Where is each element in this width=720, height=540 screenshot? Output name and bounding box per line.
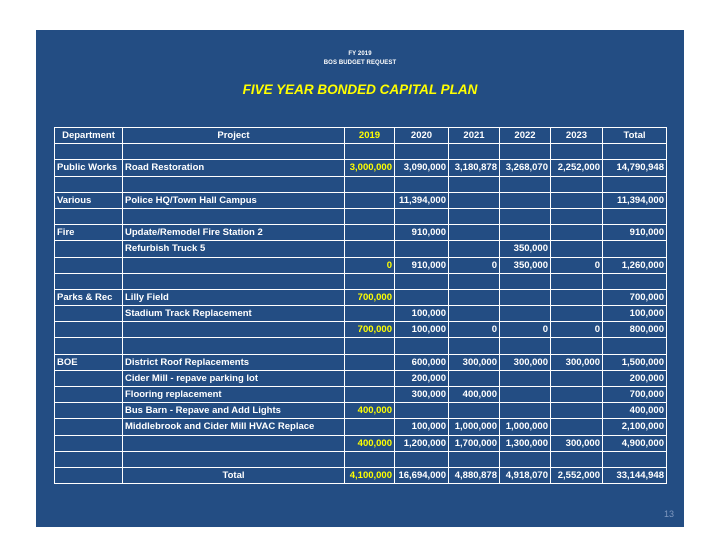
table-row	[55, 403, 667, 419]
cell-department	[55, 144, 123, 160]
cell-y2020	[395, 144, 449, 160]
header-2023: 2023	[551, 128, 603, 144]
cell-department	[55, 451, 123, 467]
cell-y2020	[395, 176, 449, 192]
cell-y2019	[345, 338, 395, 354]
cell-y2023: 0	[551, 257, 603, 273]
cell-y2023	[551, 192, 603, 208]
cell-project	[123, 208, 345, 224]
cell-y2023	[551, 306, 603, 322]
table-body	[55, 144, 667, 484]
cell-project: Lilly Field	[123, 289, 345, 305]
table-row	[55, 257, 667, 273]
cell-y2019	[345, 241, 395, 257]
cell-y2022	[500, 306, 551, 322]
cell-department: BOE	[55, 354, 123, 370]
cell-y2020	[395, 338, 449, 354]
header-department: Department	[55, 128, 123, 144]
cell-total: 2,100,000	[603, 419, 667, 435]
cell-project	[123, 338, 345, 354]
cell-y2019	[345, 354, 395, 370]
cell-department	[55, 387, 123, 403]
cell-total	[603, 241, 667, 257]
cell-y2023	[551, 273, 603, 289]
cell-department	[55, 338, 123, 354]
cell-y2022	[500, 403, 551, 419]
cell-y2021: 400,000	[449, 387, 500, 403]
cell-total: 33,144,948	[603, 467, 667, 483]
header-2019: 2019	[345, 128, 395, 144]
cell-project	[123, 273, 345, 289]
cell-total: 400,000	[603, 403, 667, 419]
cell-y2023: 2,252,000	[551, 160, 603, 176]
cell-department: Public Works	[55, 160, 123, 176]
header-project: Project	[123, 128, 345, 144]
cell-y2019: 700,000	[345, 289, 395, 305]
cell-project: Update/Remodel Fire Station 2	[123, 225, 345, 241]
cell-y2020	[395, 273, 449, 289]
cell-project: Total	[123, 467, 345, 483]
cell-y2020: 910,000	[395, 257, 449, 273]
cell-project: Police HQ/Town Hall Campus	[123, 192, 345, 208]
cell-y2021	[449, 289, 500, 305]
cell-project	[123, 176, 345, 192]
cell-y2022	[500, 144, 551, 160]
cell-y2021: 0	[449, 322, 500, 338]
cell-project	[123, 435, 345, 451]
budget-request-label: BOS BUDGET REQUEST	[323, 60, 397, 66]
cell-y2023: 300,000	[551, 435, 603, 451]
cell-y2019	[345, 176, 395, 192]
cell-y2019	[345, 208, 395, 224]
cell-total: 100,000	[603, 306, 667, 322]
cell-project: Middlebrook and Cider Mill HVAC Replace	[123, 419, 345, 435]
cell-y2022	[500, 370, 551, 386]
cell-y2022: 3,268,070	[500, 160, 551, 176]
table-row	[55, 451, 667, 467]
cell-y2021: 300,000	[449, 354, 500, 370]
cell-department	[55, 419, 123, 435]
cell-y2022	[500, 451, 551, 467]
cell-y2023	[551, 176, 603, 192]
cell-y2021	[449, 176, 500, 192]
cell-y2022	[500, 289, 551, 305]
cell-y2020: 600,000	[395, 354, 449, 370]
cell-department: Fire	[55, 225, 123, 241]
cell-y2023	[551, 289, 603, 305]
cell-y2022	[500, 192, 551, 208]
table-header-row	[55, 128, 667, 144]
fiscal-year-label: FY 2019	[348, 51, 372, 57]
cell-project	[123, 144, 345, 160]
cell-y2023	[551, 225, 603, 241]
cell-total	[603, 338, 667, 354]
cell-y2020: 3,090,000	[395, 160, 449, 176]
cell-y2023	[551, 370, 603, 386]
cell-total: 1,260,000	[603, 257, 667, 273]
cell-y2023: 2,552,000	[551, 467, 603, 483]
cell-y2020: 100,000	[395, 419, 449, 435]
table-row	[55, 338, 667, 354]
cell-y2021	[449, 370, 500, 386]
cell-y2023	[551, 338, 603, 354]
cell-project: Refurbish Truck 5	[123, 241, 345, 257]
header-2020: 2020	[395, 128, 449, 144]
cell-project	[123, 257, 345, 273]
cell-y2021: 3,180,878	[449, 160, 500, 176]
table-row	[55, 322, 667, 338]
cell-y2022: 1,000,000	[500, 419, 551, 435]
cell-y2023	[551, 387, 603, 403]
cell-y2019	[345, 370, 395, 386]
cell-total: 4,900,000	[603, 435, 667, 451]
cell-y2021	[449, 225, 500, 241]
cell-y2019: 400,000	[345, 435, 395, 451]
cell-project	[123, 451, 345, 467]
cell-department	[55, 467, 123, 483]
cell-y2020: 200,000	[395, 370, 449, 386]
cell-y2022	[500, 208, 551, 224]
cell-y2022: 350,000	[500, 241, 551, 257]
table-row	[55, 192, 667, 208]
cell-total: 14,790,948	[603, 160, 667, 176]
cell-y2020	[395, 208, 449, 224]
cell-y2022: 4,918,070	[500, 467, 551, 483]
cell-department	[55, 435, 123, 451]
cell-y2019	[345, 387, 395, 403]
cell-y2021: 1,000,000	[449, 419, 500, 435]
cell-total	[603, 451, 667, 467]
cell-total: 800,000	[603, 322, 667, 338]
cell-y2021	[449, 403, 500, 419]
cell-y2019: 3,000,000	[345, 160, 395, 176]
cell-y2020: 100,000	[395, 322, 449, 338]
table-row	[55, 289, 667, 305]
cell-y2020	[395, 289, 449, 305]
cell-project	[123, 322, 345, 338]
table-row	[55, 370, 667, 386]
cell-project: Road Restoration	[123, 160, 345, 176]
cell-total	[603, 176, 667, 192]
capital-plan-table	[54, 127, 667, 484]
cell-total: 700,000	[603, 289, 667, 305]
cell-y2020: 16,694,000	[395, 467, 449, 483]
cell-y2020	[395, 241, 449, 257]
cell-y2019: 400,000	[345, 403, 395, 419]
cell-y2021	[449, 451, 500, 467]
cell-y2022	[500, 176, 551, 192]
cell-y2019	[345, 273, 395, 289]
cell-y2023	[551, 144, 603, 160]
cell-y2021: 0	[449, 257, 500, 273]
cell-project: Stadium Track Replacement	[123, 306, 345, 322]
cell-total: 11,394,000	[603, 192, 667, 208]
cell-y2021: 4,880,878	[449, 467, 500, 483]
cell-y2019	[345, 451, 395, 467]
cell-y2020: 11,394,000	[395, 192, 449, 208]
header-2021: 2021	[449, 128, 500, 144]
table-row	[55, 354, 667, 370]
table-row	[55, 144, 667, 160]
cell-y2021	[449, 306, 500, 322]
cell-y2022: 350,000	[500, 257, 551, 273]
cell-department	[55, 306, 123, 322]
table-row	[55, 176, 667, 192]
cell-y2020: 910,000	[395, 225, 449, 241]
cell-department	[55, 370, 123, 386]
cell-y2020	[395, 451, 449, 467]
cell-department	[55, 176, 123, 192]
cell-y2019: 4,100,000	[345, 467, 395, 483]
cell-project: Cider Mill - repave parking lot	[123, 370, 345, 386]
cell-department	[55, 257, 123, 273]
cell-y2021	[449, 241, 500, 257]
cell-department	[55, 322, 123, 338]
cell-y2021	[449, 144, 500, 160]
cell-y2021	[449, 338, 500, 354]
cell-department	[55, 208, 123, 224]
table-row	[55, 387, 667, 403]
table-row	[55, 419, 667, 435]
cell-y2022	[500, 387, 551, 403]
table-row	[55, 435, 667, 451]
cell-total	[603, 273, 667, 289]
cell-y2019	[345, 192, 395, 208]
cell-project: Flooring replacement	[123, 387, 345, 403]
table-row	[55, 273, 667, 289]
cell-y2019: 700,000	[345, 322, 395, 338]
page-number: 13	[663, 509, 674, 519]
cell-y2020	[395, 403, 449, 419]
table-row	[55, 241, 667, 257]
cell-project: Bus Barn - Repave and Add Lights	[123, 403, 345, 419]
table-row	[55, 160, 667, 176]
cell-y2019	[345, 144, 395, 160]
cell-project: District Roof Replacements	[123, 354, 345, 370]
cell-department	[55, 273, 123, 289]
cell-department: Parks & Rec	[55, 289, 123, 305]
header-2022: 2022	[500, 128, 551, 144]
cell-total: 700,000	[603, 387, 667, 403]
cell-y2019	[345, 419, 395, 435]
cell-y2023	[551, 419, 603, 435]
cell-y2020: 1,200,000	[395, 435, 449, 451]
cell-y2023	[551, 403, 603, 419]
cell-total: 200,000	[603, 370, 667, 386]
cell-y2021	[449, 208, 500, 224]
cell-y2022: 300,000	[500, 354, 551, 370]
cell-y2020: 300,000	[395, 387, 449, 403]
cell-y2021	[449, 273, 500, 289]
cell-department	[55, 403, 123, 419]
cell-y2022	[500, 273, 551, 289]
cell-department: Various	[55, 192, 123, 208]
table-row	[55, 467, 667, 483]
cell-y2022: 0	[500, 322, 551, 338]
table-row	[55, 306, 667, 322]
cell-y2021: 1,700,000	[449, 435, 500, 451]
slide	[36, 30, 684, 527]
table-row	[55, 225, 667, 241]
cell-y2023	[551, 208, 603, 224]
cell-y2023	[551, 241, 603, 257]
cell-total	[603, 208, 667, 224]
cell-y2019: 0	[345, 257, 395, 273]
cell-y2020: 100,000	[395, 306, 449, 322]
cell-y2023: 0	[551, 322, 603, 338]
cell-y2022: 1,300,000	[500, 435, 551, 451]
cell-total: 1,500,000	[603, 354, 667, 370]
cell-y2021	[449, 192, 500, 208]
table-row	[55, 208, 667, 224]
cell-y2022	[500, 338, 551, 354]
cell-y2019	[345, 306, 395, 322]
cell-y2023	[551, 451, 603, 467]
cell-total	[603, 144, 667, 160]
header-total: Total	[603, 128, 667, 144]
cell-y2019	[345, 225, 395, 241]
page-title: FIVE YEAR BONDED CAPITAL PLAN	[242, 82, 478, 97]
cell-y2022	[500, 225, 551, 241]
cell-department	[55, 241, 123, 257]
cell-total: 910,000	[603, 225, 667, 241]
cell-y2023: 300,000	[551, 354, 603, 370]
